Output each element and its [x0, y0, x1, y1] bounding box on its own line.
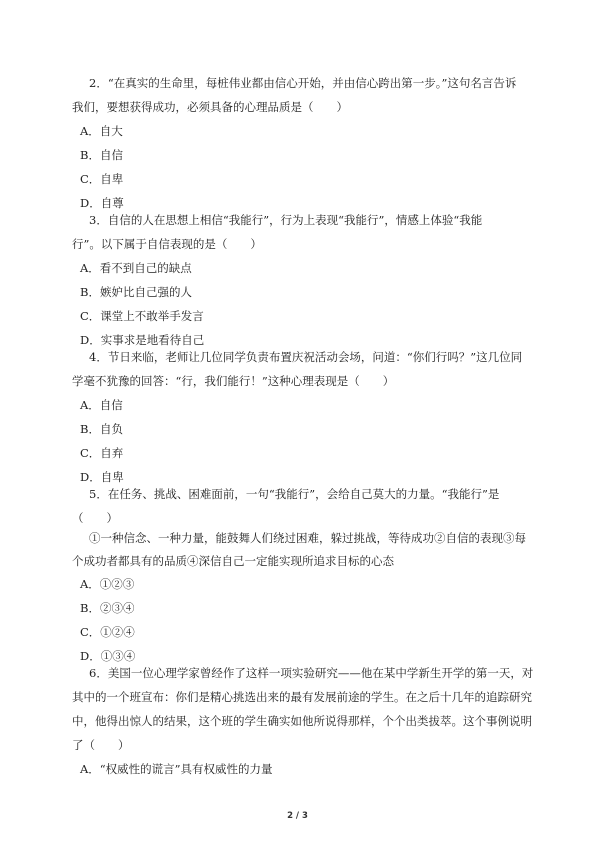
question-3-option-c: C．课堂上不敢举手发言 — [80, 309, 204, 323]
question-6-line-3: 中，他得出惊人的结果，这个班的学生确实如他所说得那样，个个出类拔萃。这个事例说明 — [72, 714, 532, 728]
question-2-option-b: B．自信 — [80, 148, 123, 162]
question-5-option-b: B．②③④ — [80, 601, 135, 615]
question-4-option-b: B．自负 — [80, 422, 123, 436]
question-2-option-d: D．自尊 — [80, 196, 124, 210]
question-5-line-1: 5．在任务、挑战、困难面前，一句“我能行”，会给自己莫大的力量。“我能行”是 — [89, 487, 500, 501]
question-4-option-d: D．自卑 — [80, 470, 124, 484]
question-4-line-1: 4．节日来临，老师让几位同学负责布置庆祝活动会场，问道：“你们行吗？”这几位同 — [89, 350, 523, 364]
question-3-line-1: 3．自信的人在思想上相信“我能行”，行为上表现“我能行”，情感上体验“我能 — [89, 213, 483, 227]
question-4-option-c: C．自弃 — [80, 446, 124, 460]
question-2-option-a: A．自大 — [80, 124, 123, 138]
question-5-option-c: C．①②④ — [80, 625, 135, 639]
question-3-option-a: A．看不到自己的缺点 — [80, 261, 192, 275]
question-4-line-2: 学毫不犹豫的回答：“行，我们能行！”这种心理表现是（ ） — [72, 374, 395, 388]
question-5-statement-line-1: ①一种信念、一种力量，能鼓舞人们绕过困难，躲过挑战，等待成功②自信的表现③每 — [89, 531, 526, 545]
question-2-line-1: 2．“在真实的生命里，每桩伟业都由信心开始，并由信心跨出第一步。”这句名言告诉 — [89, 76, 517, 90]
question-6-line-2: 其中的一个班宣布：你们是精心挑选出来的最有发展前途的学生。在之后十几年的追踪研究 — [72, 690, 532, 704]
question-3-option-d: D．实事求是地看待自己 — [80, 333, 205, 347]
question-6-line-1: 6．美国一位心理学家曾经作了这样一项实验研究——他在某中学新生开学的第一天，对 — [89, 666, 534, 680]
question-2-option-c: C．自卑 — [80, 172, 124, 186]
question-5-option-a: A．①②③ — [80, 577, 135, 591]
question-4-option-a: A．自信 — [80, 398, 123, 412]
question-6-option-a: A．“权威性的谎言”具有权威性的力量 — [80, 762, 273, 776]
question-2-line-2: 我们，要想获得成功，必须具备的心理品质是（ ） — [72, 100, 348, 114]
question-5-line-2: （ ） — [72, 511, 118, 525]
question-5-option-d: D．①③④ — [80, 649, 136, 663]
question-3-option-b: B．嫉妒比自己强的人 — [80, 285, 192, 299]
question-3-line-2: 行”。以下属于自信表现的是（ ） — [72, 237, 262, 251]
page-number: 2 / 3 — [287, 811, 308, 821]
question-6-line-4: 了（ ） — [72, 738, 130, 752]
question-5-statement-line-2: 个成功者都具有的品质④深信自己一定能实现所追求目标的心态 — [72, 554, 394, 568]
